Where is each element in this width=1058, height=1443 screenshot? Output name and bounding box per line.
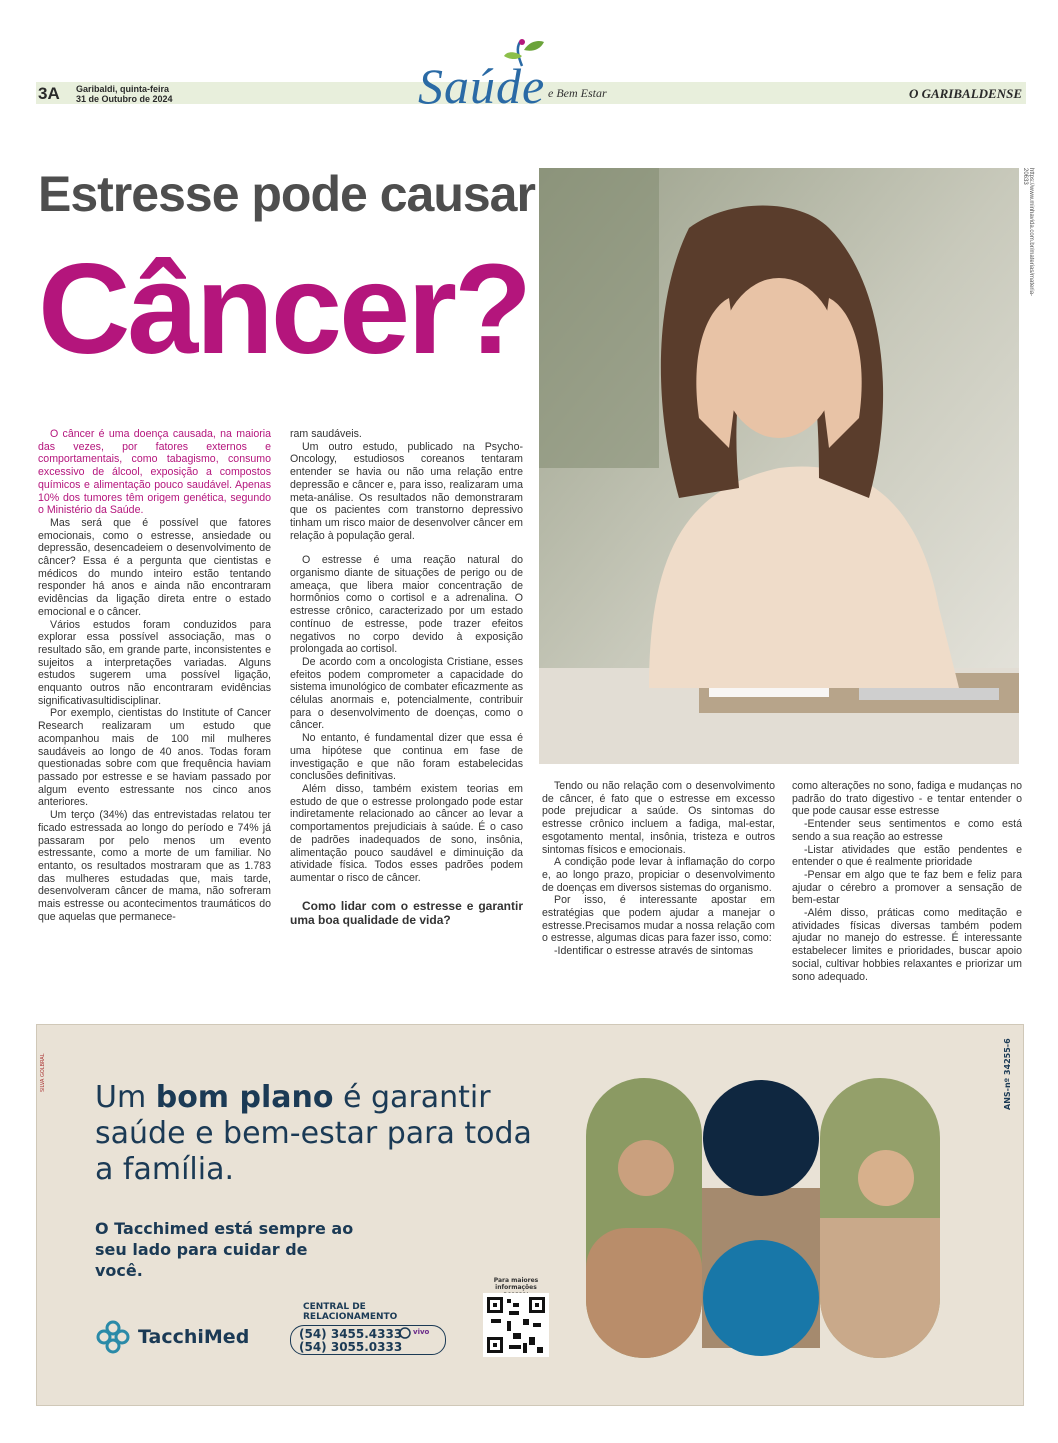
vivo-label: vivo bbox=[413, 1328, 430, 1336]
qr-label: Para maiores informações bbox=[493, 1277, 539, 1291]
paragraph: -Além disso, práticas como meditação e atividades físicas diversas também podem ajudar no manejo do estresse. É interessante estabelecer limites e prioridades, buscar apoio social, cultivar hobbies relaxantes e priorizar um sono adequado. bbox=[792, 907, 1022, 983]
family-photo-collage bbox=[586, 1078, 996, 1358]
paragraph: O estresse é uma reação natural do organismo diante de situações de perigo ou de ameaça, que libera maior concentração de hormônios como o cortisol e a adrenalina. O estresse crônico, caracterizado por um estado contínuo de estresse, pode trazer efeitos negativos no corpo devido à exposição prolongada ao cortisol. bbox=[290, 554, 523, 656]
headline-line-2: Câncer? bbox=[38, 238, 530, 381]
paragraph: ram saudáveis. bbox=[290, 428, 362, 440]
whatsapp-icon bbox=[399, 1327, 411, 1339]
subheading: Como lidar com o estresse e garantir uma boa qualidade de vida? bbox=[290, 898, 523, 927]
paragraph: Mas será que é possível que fatores emocionais, como o estresse, ansiedade ou depressão, desencadeiem o desenvolvimento de câncer? Essa é a pergunta que cientistas e médicos do mundo inteiro estão tentando responder há anos e ainda não encontraram evidências da ligação direta entre o estado emocional e o câncer. bbox=[38, 516, 271, 618]
paragraph: Além disso, também existem teorias em estudo de que o estresse prolongado pode estar indiretamente relacionado ao câncer ao levar a comportamentos prejudiciais à saúde. É o caso de padrões inadequados de sono, insônia, alimentação pouco saudável e diminuição da atividade física. Todos esses padrões podem aumentar o risco de câncer. bbox=[290, 782, 523, 884]
qr-code-icon[interactable] bbox=[483, 1293, 549, 1357]
paragraph: No entanto, é fundamental dizer que essa é uma hipótese que continua em fase de investigação e que não foram estabelecidas conclusões definitivas. bbox=[290, 732, 523, 783]
brand-name: TacchiMed bbox=[138, 1326, 250, 1348]
navy-circle bbox=[703, 1080, 819, 1196]
paragraph: Vários estudos foram conduzidos para explorar essa possível associação, mas o resultado são, em grande parte, inconsistentes e sujeitos a interpretações variadas. Alguns estudos sugerem uma possível ligação, enquanto outros não encontraram evidências significativasultidisciplinar. bbox=[38, 618, 271, 707]
date-line-1: Garibaldi, quinta-feira bbox=[76, 84, 170, 94]
central-label: CENTRAL DE RELACIONAMENTO bbox=[303, 1302, 398, 1322]
agency-credit: SILVA GOLBRAL bbox=[40, 1053, 46, 1092]
paragraph: Um terço (34%) das entrevistadas relatou ter ficado estressada ao longo do período e 74% já passaram por pelo menos um evento estressante, como a morte de um familiar. No entanto, os resultados mostraram que as 1.783 das mulheres estudadas que, mais tarde, desenvolveram câncer de mama, não sofreram mais estresse ou acontecimentos traumáticos do que aquelas que permanece- bbox=[38, 809, 271, 923]
paragraph: Um outro estudo, publicado na Psycho-Oncology, estudiosos coreanos tentaram entender se havia ou não uma relação entre depressão e câncer e, para isso, realizaram uma meta-análise. Os resultados não demonstraram que os pacientes com transtorno depressivo tinham um risco maior de desenvolver câncer em relação à população geral. bbox=[290, 440, 523, 542]
ans-registration: ANS-nº 34255-6 bbox=[1003, 1038, 1012, 1110]
paragraph: Tendo ou não relação com o desenvolvimento de câncer, é fato que o estresse em excesso pode prejudicar a saúde. Os sintomas do estresse crônico incluem a fadiga, mal-estar, esgotamento mental, insônia, tristeza e outros sintomas físicos e emocionais. bbox=[542, 780, 775, 856]
paragraph: De acordo com a oncologista Cristiane, esses efeitos podem comprometer a capacidade do sistema imunológico de combater eficazmente as células anormais e, potencialmente, contribuir para o desenvolvimento de doenças, como o câncer. bbox=[290, 655, 523, 732]
headline-line-1: Estresse pode causar bbox=[38, 166, 535, 222]
phone-2: (54) 3055.0333 bbox=[299, 1340, 403, 1354]
paragraph: Por exemplo, cientistas do Institute of Cancer Research realizaram um estudo que acompanhou mais de 100 mil mulheres saudáveis ao longo de 40 anos. Todas foram questionadas sobre com que frequência haviam passado por estresse e se haviam passado por algum evento estressante nos cinco anos anteriores. bbox=[38, 707, 271, 809]
date-line-2: 31 de Outubro de 2024 bbox=[76, 94, 173, 104]
page-number: 3A bbox=[38, 84, 60, 103]
paragraph: -Entender seus sentimentos e como está sendo a sua reação ao estresse bbox=[792, 818, 1022, 843]
lead-paragraph: O câncer é uma doença causada, na maioria das vezes, por fatores externos e comportamentais, como tabagismo, consumo excessivo de álcool, exposição a compostos químicos e alimentação pouco saudável. Apenas 10% dos tumores têm origem genética, segundo o Ministério da Saúde. bbox=[38, 428, 271, 517]
article-column-3 bbox=[542, 780, 775, 958]
paragraph: -Pensar em algo que te faz bem e feliz para ajudar o cérebro a promover a sensação de bem-estar bbox=[792, 868, 1022, 907]
section-title: Saúde bbox=[418, 58, 546, 114]
tacchimed-logo-icon bbox=[94, 1318, 132, 1356]
photo-credit: https://www.minhavida.com.br/materias/materia-20633 bbox=[1022, 168, 1034, 297]
paragraph: -Identificar o estresse através de sintomas bbox=[554, 945, 754, 958]
article-photo bbox=[539, 168, 1019, 764]
ad-subline: O Tacchimed está sempre ao seu lado para cuidar de você. bbox=[95, 1219, 354, 1280]
section-subtitle: e Bem Estar bbox=[548, 86, 607, 100]
paragraph: A condição pode levar à inflamação do corpo e, ao longo prazo, propiciar o desenvolvimento de doenças em diversos sistemas do organismo. bbox=[542, 856, 775, 894]
paragraph: como alterações no sono, fadiga e mudanças no padrão do trato digestivo - e tentar entender o que pode causar esse estresse bbox=[792, 780, 1022, 818]
article-column-1 bbox=[38, 428, 271, 923]
paragraph: Por isso, é interessante apostar em estratégias que podem ajudar a manejar o estresse.Precisamos mudar a nossa relação com o estresse, algumas dicas para fazer isso, como: bbox=[542, 894, 775, 945]
ad-headline: Um bom plano é garantir saúde e bem-estar para toda a família. bbox=[95, 1080, 532, 1187]
newspaper-name: O GARIBALDENSE bbox=[908, 86, 1022, 101]
phone-1: (54) 3455.4333 bbox=[299, 1327, 403, 1341]
article-column-4 bbox=[792, 780, 1022, 983]
paragraph: -Listar atividades que estão pendentes e entender o que é realmente prioridade bbox=[792, 843, 1022, 869]
blue-circle bbox=[703, 1240, 819, 1356]
article-column-2 bbox=[290, 428, 523, 927]
